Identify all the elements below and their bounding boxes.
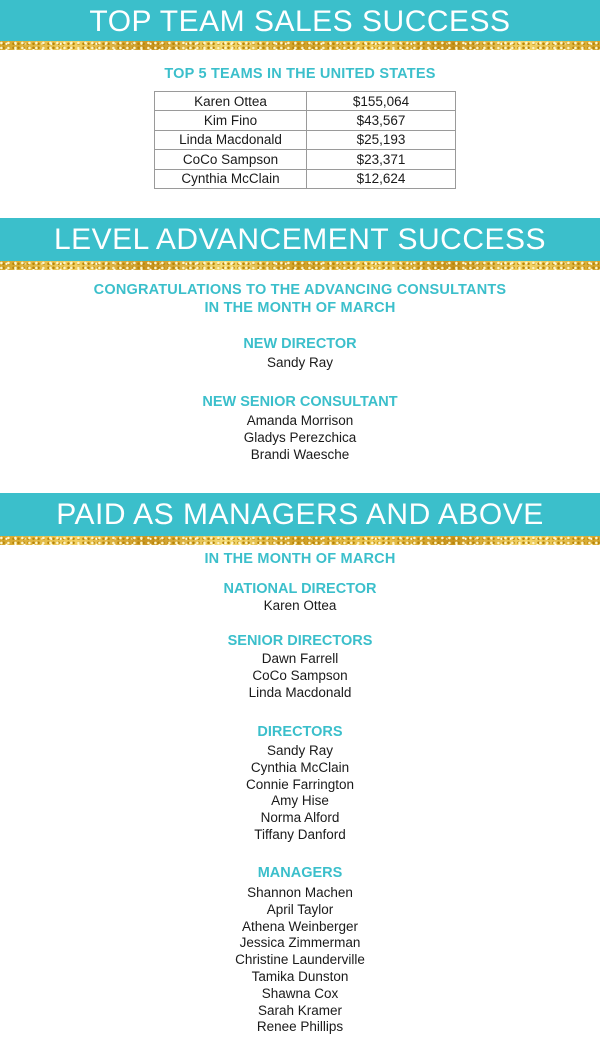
group-heading: DIRECTORS [257,724,343,740]
person-name: April Taylor [266,901,334,917]
person-name: Dawn Farrell [261,651,339,666]
team-amount: $12,624 [307,169,456,188]
team-amount: $25,193 [307,130,456,149]
table-row [155,111,456,130]
person-name: Karen Ottea [263,598,337,613]
person-name: Brandi Waesche [250,446,350,462]
person-name: Jessica Zimmerman [239,935,361,951]
sales-banner-title: TOP TEAM SALES SUCCESS [89,5,511,38]
person-name: Linda Macdonald [248,684,352,700]
team-amount: $43,567 [307,111,456,130]
person-name: Shawna Cox [261,985,339,1001]
person-name: Christine Launderville [235,952,365,968]
group-heading: NATIONAL DIRECTOR [223,581,377,597]
team-name: Kim Fino [155,111,307,130]
sales-banner [0,0,600,50]
person-name: Connie Farrington [245,776,355,792]
advancement-intro-line1: CONGRATULATIONS TO THE ADVANCING CONSULTANTS [93,282,507,298]
sales-subtitle: TOP 5 TEAMS IN THE UNITED STATES [164,66,436,82]
table-row [155,169,456,188]
person-name: Amanda Morrison [246,413,354,428]
managers-banner-title: PAID AS MANAGERS AND ABOVE [56,498,544,531]
group-heading: SENIOR DIRECTORS [227,633,373,649]
group-heading: NEW DIRECTOR [243,336,357,352]
table-row [155,150,456,169]
gold-glitter-border [0,261,600,270]
person-name: Renee Phillips [256,1019,344,1035]
managers-intro [0,550,600,568]
person-name: Gladys Perezchica [243,429,357,445]
advancement-banner [0,218,600,270]
team-name: Karen Ottea [155,92,307,111]
sales-subtitle-block [0,65,600,83]
managers-banner [0,493,600,545]
managers-group [0,864,600,1036]
person-name: Sarah Kramer [257,1002,343,1018]
person-name: Sandy Ray [266,743,334,758]
person-name: Athena Weinberger [241,918,359,934]
team-name: CoCo Sampson [155,150,307,169]
team-name: Linda Macdonald [155,130,307,149]
person-name: Shannon Machen [247,885,353,900]
new-senior-consultant-group [0,393,600,463]
directors-group [0,723,600,844]
gold-glitter-border [0,536,600,545]
person-name: Norma Alford [260,810,340,826]
advancement-intro-line2: IN THE MONTH OF MARCH [204,300,396,316]
person-name: CoCo Sampson [252,667,348,683]
table-row [155,92,456,111]
group-heading: NEW SENIOR CONSULTANT [202,394,398,410]
person-name: Cynthia McClain [250,759,350,775]
team-name: Cynthia McClain [155,169,307,188]
senior-directors-group [0,632,600,701]
top-teams-table [154,91,456,189]
person-name: Tamika Dunston [251,968,349,984]
managers-intro-text: IN THE MONTH OF MARCH [204,551,396,567]
advancement-intro [0,281,600,317]
person-name: Sandy Ray [266,355,334,370]
team-amount: $155,064 [307,92,456,111]
new-director-group [0,335,600,372]
team-amount: $23,371 [307,150,456,169]
gold-glitter-border [0,41,600,50]
group-heading: MANAGERS [257,865,343,881]
table-row [155,130,456,149]
person-name: Amy Hise [271,793,329,809]
national-director-group [0,580,600,615]
person-name: Tiffany Danford [254,826,346,842]
advancement-banner-title: LEVEL ADVANCEMENT SUCCESS [53,223,547,256]
